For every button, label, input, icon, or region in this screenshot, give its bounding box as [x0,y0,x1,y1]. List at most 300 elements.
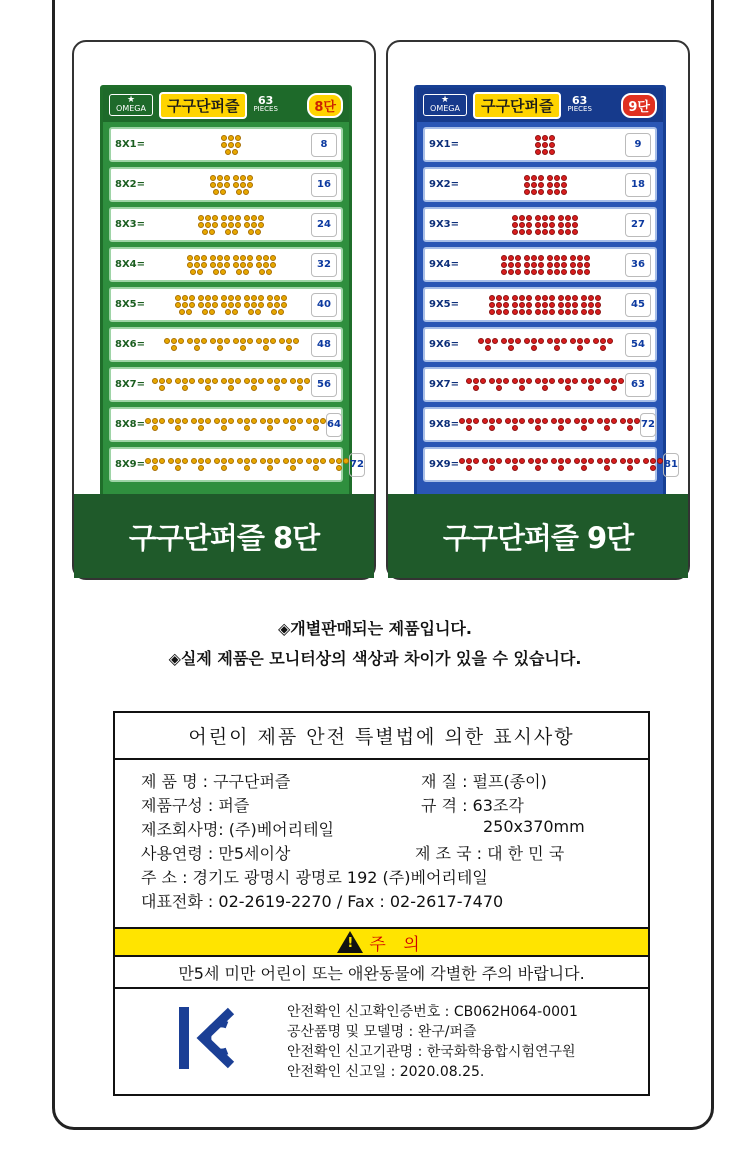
bead [209,229,215,235]
bead [549,222,555,228]
cert-model: 공산품명 및 모델명 : 완구/퍼즐 [287,1024,477,1040]
bead [466,425,472,431]
bead [159,418,165,424]
bead [526,378,532,384]
spec-country: 제 조 국 : 대 한 민 국 [415,844,565,863]
bead [496,378,502,384]
bead-group [198,215,218,235]
bead [526,309,532,315]
bead [164,338,170,344]
bead [526,295,532,301]
row-equation: 8X6= [115,339,146,350]
bead [152,465,158,471]
counting-beads [151,378,311,391]
warning-triangle-icon [337,931,363,953]
bead [221,295,227,301]
bead [186,309,192,315]
bead [267,458,273,464]
pieces-word: PIECES [567,105,592,113]
bead [519,378,525,384]
bead-group [489,295,509,315]
bead [595,378,601,384]
bead [233,338,239,344]
bead [581,458,587,464]
bead-group [570,255,590,275]
counting-beads [151,135,311,155]
bead [221,378,227,384]
bead [512,222,518,228]
bead [175,302,181,308]
bead-group [290,378,310,391]
bead [244,378,250,384]
bead [187,262,193,268]
bead [512,425,518,431]
bead-group [528,418,548,431]
bead [620,458,626,464]
row-equation: 8X5= [115,299,146,310]
bead [565,378,571,384]
bead [251,385,257,391]
product-card-9dan[interactable] [386,40,690,580]
bead [258,302,264,308]
bead [650,458,656,464]
bead-group [558,215,578,235]
puzzle-answer-piece: 27 [625,213,651,237]
bead [198,458,204,464]
counting-beads [465,338,625,351]
bead [551,418,557,424]
bead-group [191,418,211,431]
bead [251,378,257,384]
bead [554,345,560,351]
bead-group [244,378,264,391]
spec-material: 재 질 : 펄프(종이) [421,772,547,791]
bead [313,458,319,464]
bead [255,309,261,315]
bead [496,418,502,424]
bead [473,385,479,391]
poster-title: 구구단퍼즐 [473,92,561,119]
bead [198,222,204,228]
bead [565,295,571,301]
bead-group [210,255,230,275]
bead [581,309,587,315]
bead [531,255,537,261]
bead [519,385,525,391]
bead [255,229,261,235]
bead [220,269,226,275]
bead [251,302,257,308]
multiplication-row [423,327,657,362]
bead [210,255,216,261]
bead [512,458,518,464]
row-equation: 8X8= [115,419,146,430]
bead [221,135,227,141]
bead-group [581,295,601,315]
multiplication-row [109,367,343,402]
bead [279,338,285,344]
bead [320,458,326,464]
multiplication-row [109,447,364,482]
bead [549,302,555,308]
bead [178,338,184,344]
counting-beads [151,255,311,275]
bead [524,182,530,188]
cert-agency: 안전확인 신고기관명 : 한국화학융합시험연구원 [287,1044,576,1060]
bead [561,262,567,268]
bead [266,269,272,275]
bead [297,418,303,424]
bead [182,458,188,464]
bead [611,458,617,464]
multiplication-row [109,287,343,322]
bead [570,269,576,275]
bead [558,222,564,228]
bead-group [260,458,280,471]
bead [205,222,211,228]
caution-bar [115,927,648,957]
multiplication-row [109,167,343,202]
bead [232,149,238,155]
bead [561,189,567,195]
bead [243,269,249,275]
bead [627,465,633,471]
bead [271,309,277,315]
label-title: 어린이 제품 안전 특별법에 의한 표시사항 [115,713,648,760]
bead [217,182,223,188]
bead [503,295,509,301]
bead [515,338,521,344]
bead [627,425,633,431]
counting-beads [459,458,663,471]
bead [258,295,264,301]
bead [604,425,610,431]
bead [618,378,624,384]
bead [224,262,230,268]
bead-group [221,295,241,315]
bead [182,418,188,424]
bead [240,175,246,181]
multiplication-row [423,167,657,202]
bead [466,418,472,424]
bead [258,222,264,228]
bead [496,302,502,308]
bead [205,458,211,464]
bead [547,182,553,188]
bead [244,458,250,464]
bead [524,189,530,195]
bead [581,425,587,431]
bead [274,418,280,424]
bead [558,302,564,308]
bead [145,418,151,424]
bead [336,458,342,464]
bead [554,255,560,261]
bead-group [329,458,349,471]
bead [478,338,484,344]
bead-group [267,295,287,315]
bead [565,418,571,424]
bead [519,215,525,221]
bead [627,458,633,464]
bead [542,302,548,308]
row-equation: 9X1= [429,139,460,150]
cert-date: 안전확인 신고일 : 2020.08.25. [287,1064,485,1080]
row-equation: 8X2= [115,179,146,190]
bead [503,378,509,384]
bead [235,142,241,148]
bead [528,418,534,424]
bead [251,418,257,424]
row-equation: 9X6= [429,339,460,350]
bead [558,309,564,315]
bead [480,378,486,384]
poster-header [417,88,663,122]
bead-group [187,338,207,351]
bead [535,135,541,141]
bead [593,338,599,344]
bead [159,378,165,384]
bead [595,302,601,308]
bead [581,302,587,308]
bead [577,269,583,275]
row-equation: 8X4= [115,259,146,270]
bead [634,458,640,464]
bead [198,418,204,424]
bead [329,458,335,464]
bead [570,255,576,261]
bead [597,418,603,424]
bead [201,338,207,344]
bead [508,345,514,351]
bead [526,229,532,235]
bead [528,458,534,464]
bead [236,189,242,195]
bead-group [175,295,195,315]
bead-group [524,255,544,275]
bead [260,418,266,424]
bead [501,338,507,344]
bead [274,378,280,384]
bead [233,262,239,268]
bead [194,255,200,261]
row-equation: 9X4= [429,259,460,270]
bead [565,385,571,391]
counting-beads [151,295,311,315]
bead-group [581,378,601,391]
bead [209,309,215,315]
bead [221,302,227,308]
bead [251,222,257,228]
bead [542,295,548,301]
bead [198,425,204,431]
bead [542,309,548,315]
bead [535,229,541,235]
dan-badge: 9단 [621,93,657,118]
bead [228,215,234,221]
puzzle-answer-piece: 63 [625,373,651,397]
puzzle-answer-piece: 9 [625,133,651,157]
bead-group [191,458,211,471]
bead-group [260,418,280,431]
bead [217,338,223,344]
bead [565,458,571,464]
bead [519,302,525,308]
bead-group [237,458,257,471]
bead [220,189,226,195]
bead [168,458,174,464]
bead [572,309,578,315]
bead-group [244,215,264,235]
bead [558,425,564,431]
bead [313,418,319,424]
bead [235,215,241,221]
bead [512,418,518,424]
bead [501,255,507,261]
bead [221,465,227,471]
bead [535,302,541,308]
bead [558,215,564,221]
bead [175,295,181,301]
bead [228,458,234,464]
individual-sale-note: ◈개별판매되는 제품입니다. [278,619,472,638]
bead-group [283,418,303,431]
puzzle-poster-8dan [100,85,364,505]
bead [551,458,557,464]
bead [270,255,276,261]
bead [519,229,525,235]
bead [554,175,560,181]
bead [251,458,257,464]
bead [549,295,555,301]
bead [225,149,231,155]
bead [212,295,218,301]
bead [558,229,564,235]
bead [581,378,587,384]
bead [194,338,200,344]
bead [248,229,254,235]
bead [508,255,514,261]
bead-group [233,175,253,195]
bead-group [256,338,276,351]
spec-manufacturer: 제조회사명: (주)베어리테일 [141,820,334,839]
bead-group [535,378,555,391]
bead [244,215,250,221]
bead [531,182,537,188]
bead [274,458,280,464]
bead [214,418,220,424]
puzzle-poster-9dan [414,85,678,505]
bead [572,215,578,221]
bead-group [535,215,555,235]
bead [584,255,590,261]
row-equation: 9X3= [429,219,460,230]
bead [258,215,264,221]
bead-group [164,338,184,351]
counting-beads [465,175,625,195]
bead [549,229,555,235]
bead [524,262,530,268]
bead [210,338,216,344]
poster-title: 구구단퍼즐 [159,92,247,119]
bead [489,378,495,384]
bead [531,175,537,181]
bead [584,269,590,275]
bead [588,302,594,308]
counting-beads [465,255,625,275]
bead [519,295,525,301]
multiplication-row [423,447,678,482]
bead [584,262,590,268]
bead [595,309,601,315]
bead-group [505,458,525,471]
bead-group [168,418,188,431]
bead [198,378,204,384]
bead [588,309,594,315]
bead [459,418,465,424]
bead [526,222,532,228]
bead [501,269,507,275]
bead-group [528,458,548,471]
bead [554,269,560,275]
bead [535,215,541,221]
bead-group [501,338,521,351]
bead-group [233,338,253,351]
product-card-8dan[interactable] [72,40,376,580]
bead [538,175,544,181]
bead [235,295,241,301]
bead [574,458,580,464]
bead [524,338,530,344]
bead [267,302,273,308]
bead [306,458,312,464]
bead [290,418,296,424]
bead [189,302,195,308]
bead-group [574,418,594,431]
bead [577,255,583,261]
bead [248,309,254,315]
pieces-label [567,94,592,113]
row-equation: 9X8= [429,419,460,430]
bead-group [512,378,532,391]
bead [572,229,578,235]
bead [473,378,479,384]
bead [597,458,603,464]
bead [611,378,617,384]
bead [304,378,310,384]
bead [489,418,495,424]
bead [489,309,495,315]
bead-group [244,295,264,315]
bead-group [306,418,326,431]
bead [228,222,234,228]
bead [290,458,296,464]
bead [244,295,250,301]
bead [535,425,541,431]
bead [267,295,273,301]
bead [501,262,507,268]
bead-group [512,295,532,315]
multiplication-rows [417,127,678,482]
bead [201,255,207,261]
bead [512,295,518,301]
bead [175,465,181,471]
bead-group [214,418,234,431]
bead [232,309,238,315]
bead [604,465,610,471]
bead [535,418,541,424]
bead [240,182,246,188]
